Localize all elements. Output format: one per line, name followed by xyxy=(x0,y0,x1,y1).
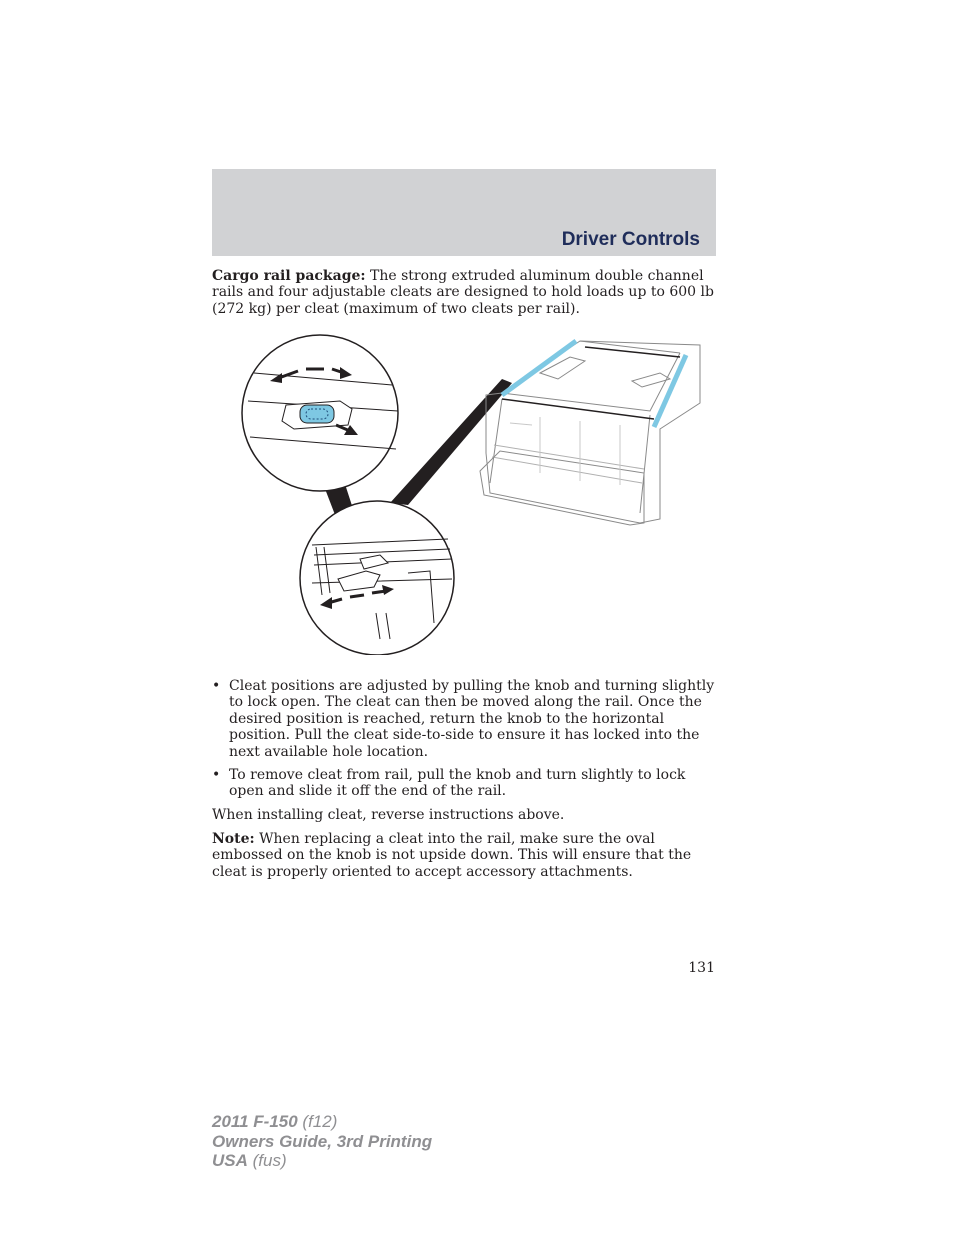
footer-model: 2011 F-150 xyxy=(212,1112,298,1131)
intro-text: The strong extruded aluminum double channel rails and four adjustable cleats are designed to hold loads up to 600 lb (272 kg) per cleat (maximum of two cleats per rail). xyxy=(212,268,714,317)
bullet-mark: • xyxy=(212,767,221,784)
bullet-mark: • xyxy=(212,678,221,694)
instruction-list xyxy=(212,678,716,807)
cargo-rail-illustration xyxy=(240,333,704,655)
note-lead: Note: xyxy=(212,831,255,847)
note-paragraph xyxy=(212,831,716,880)
callout-wedge-upper xyxy=(390,379,512,505)
right-rail-highlight xyxy=(654,355,686,427)
install-note: When installing cleat, reverse instructions above. xyxy=(212,807,565,823)
footer-guide: Owners Guide, 3rd Printing xyxy=(212,1131,433,1151)
left-rail-highlight xyxy=(502,341,576,395)
intro-paragraph xyxy=(212,268,716,317)
list-item-text: To remove cleat from rail, pull the knob and turn slightly to lock open and slide it off the end of the rail. xyxy=(229,767,686,800)
cleat-closeup-icon xyxy=(242,335,398,491)
list-item-text: Cleat positions are adjusted by pulling the knob and turning slightly to lock open. The cleat can then be moved along the rail. Once the desired position is reached, return the knob to the horizontal position. Pull the cleat side-to-side to ensure it has locked into the next available hole location. xyxy=(229,678,715,760)
footer-market-code: (fus) xyxy=(247,1151,287,1170)
section-title: Driver Controls xyxy=(561,229,700,250)
document-footer xyxy=(212,1112,432,1171)
pickup-bed-icon xyxy=(480,341,700,525)
footer-market: USA xyxy=(212,1151,248,1170)
page-number: 131 xyxy=(688,960,715,976)
list-item xyxy=(212,678,716,760)
footer-model-code: (f12) xyxy=(297,1112,338,1131)
list-item xyxy=(212,767,716,800)
rail-closeup-icon xyxy=(300,501,454,655)
note-text: When replacing a cleat into the rail, make sure the oval embossed on the knob is not upside down. This will ensure that the cleat is properly oriented to accept accessory attachments. xyxy=(212,831,692,880)
section-header-band xyxy=(212,169,716,256)
intro-lead: Cargo rail package: xyxy=(212,268,366,284)
